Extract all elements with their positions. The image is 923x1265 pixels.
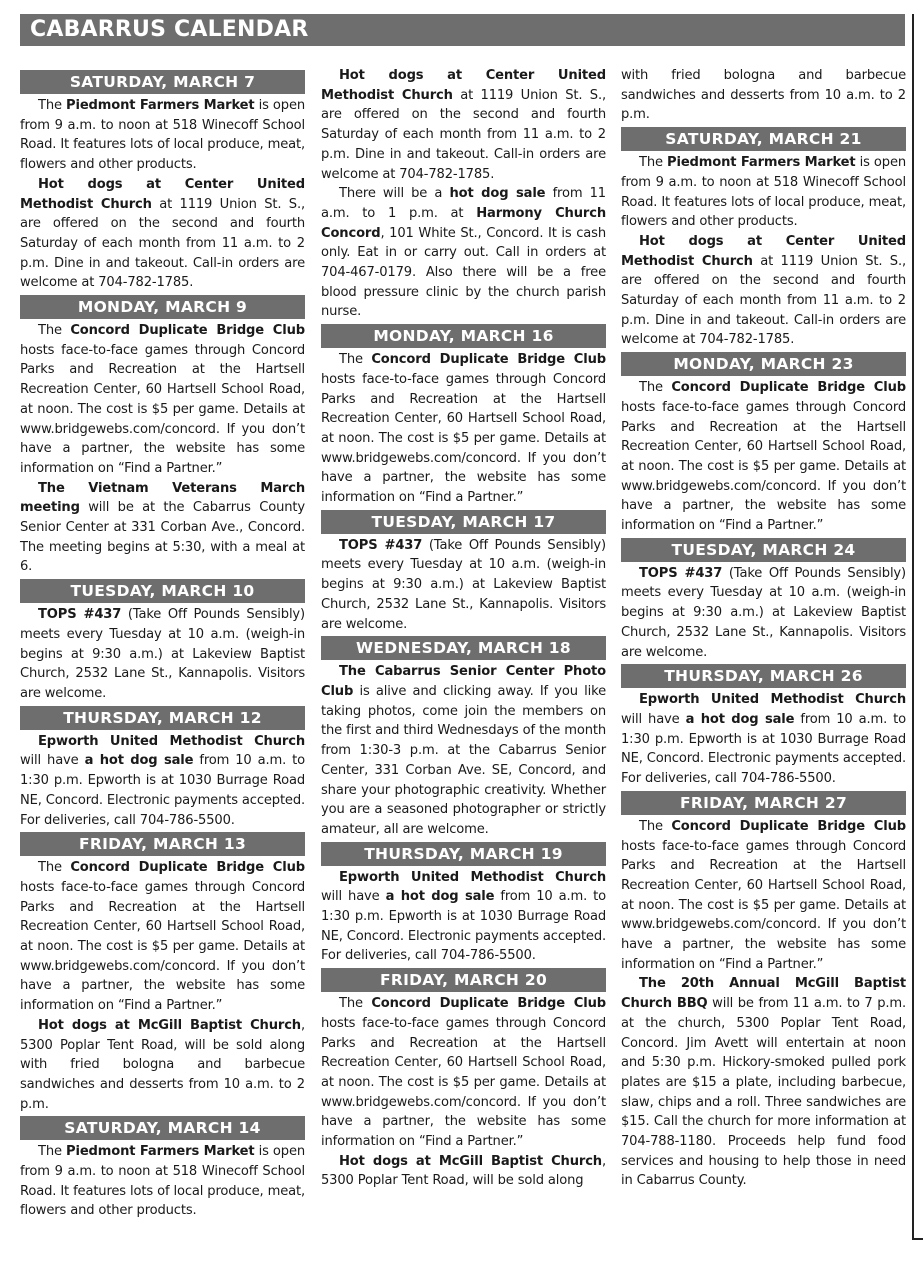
page-corner-rule [912,1238,923,1240]
date-heading: TUESDAY, MARCH 24 [621,538,906,562]
date-heading: TUESDAY, MARCH 17 [321,510,606,534]
event-name: The Vietnam Veterans March meeting [20,480,305,516]
event-listing [621,232,906,350]
event-name: Hot dogs at Center United Methodist Church [20,176,305,212]
event-name: Piedmont Farmers Market [66,1144,255,1160]
event-text: The [38,323,71,339]
event-name: a hot dog sale [385,889,495,905]
date-heading: MONDAY, MARCH 16 [321,324,606,348]
column-1 [20,68,305,1221]
event-name: Harmony Church Concord [321,205,606,241]
event-text: from 10 a.m. to 1:30 p.m. Epworth is at 1030 Burrage Road NE, Concord. Electronic payments accepted. For deliveries, call 704-786-5500. [20,753,306,828]
event-listing [621,690,906,789]
event-listing [321,662,606,839]
event-text: hosts face-to-face games through Concord Parks and Recreation at the Hartsell Recreation Center, 60 Hartsell School Road, at noon. The cost is $5 per game. Details at www.bridgewebs.com/concord. If you don’t have a partner, the website has some information on “Find a Partner.” [621,399,906,534]
event-text: , 101 White St., Concord. It is cash only. Eat in or carry out. Call in orders at 704-467-0179. Also there will be a free blood pressure clinic by the church parish nurse. [321,225,606,320]
event-name: Piedmont Farmers Market [66,98,255,113]
event-listing [321,184,606,322]
event-text: at 1119 Union St. S., are offered on the second and fourth Saturday of each month from 11 a.m. to 2 p.m. Dine in and takeout. Call-in orders are welcome at 704-782-1785. [20,196,305,291]
date-heading: SATURDAY, MARCH 7 [20,70,305,94]
event-text: is alive and clicking away. If you like taking photos, come join the members on the first and third Wednesdays of the month from 1:30-3 p.m. at the Cabarrus Senior Center, 331 Corban Ave. SE, Concord, and share your photographic creativity. Whether you are a seasoned photographer or strictly amateur, all are welcome. [321,683,606,837]
date-heading: FRIDAY, MARCH 20 [321,968,606,992]
date-heading: THURSDAY, MARCH 12 [20,706,305,730]
date-heading: SATURDAY, MARCH 21 [621,127,906,151]
event-name: Hot dogs at McGill Baptist Church [38,1017,301,1033]
event-name: Hot dogs at Center United Methodist Church [621,233,906,269]
event-name: TOPS #437 [339,537,423,553]
page-edge-rule [912,14,914,1239]
event-text: at 1119 Union St. S., are offered on the second and fourth Saturday of each month from 11 a.m. to 2 p.m. Dine in and takeout. Call-in orders are welcome at 704-782-1785. [621,253,906,348]
event-listing [20,96,305,175]
event-name: Epworth United Methodist Church [38,733,305,749]
date-heading: TUESDAY, MARCH 10 [20,579,305,603]
event-text: , 5300 Poplar Tent Road, will be sold along [321,1153,606,1189]
event-listing [321,66,606,184]
event-listing [621,974,906,1191]
event-text: at 1119 Union St. S., are offered on the second and fourth Saturday of each month from 11 a.m. to 2 p.m. Dine in and takeout. Call-in orders are welcome at 704-782-1785. [321,87,606,182]
event-listing [621,564,906,663]
event-listing [20,321,305,479]
event-text: will have [621,711,686,727]
event-text: is open from 9 a.m. to noon at 518 Winecoff School Road. It features lots of local produce, meat, flowers and other products. [621,155,906,230]
event-name: a hot dog sale [84,753,194,769]
event-text: The [38,1144,67,1160]
event-text: The [339,996,372,1012]
column-2 [321,66,606,1191]
date-heading: SATURDAY, MARCH 14 [20,1116,305,1140]
event-text: , 5300 Poplar Tent Road, will be sold along with fried bologna and barbecue sandwiches and desserts from 10 a.m. to 2 p.m. [20,1017,305,1112]
event-listing [20,858,305,1016]
event-name: Piedmont Farmers Market [667,155,856,171]
event-name: Epworth United Methodist Church [639,692,906,708]
event-name: The Cabarrus Senior Center Photo Club [321,664,606,699]
event-name: Epworth United Methodist Church [339,869,606,885]
event-name: The 20th Annual McGill Baptist Church BBQ [621,976,906,1012]
event-text: The [339,352,372,368]
event-listing [321,868,606,967]
event-text: hosts face-to-face games through Concord Parks and Recreation at the Hartsell Recreation Center, 60 Hartsell School Road, at noon. The cost is $5 per game. Details at www.bridgewebs.com/concord. If you don’t have a partner, the website has some information on “Find a Partner.” [321,371,606,506]
event-name: Concord Duplicate Bridge Club [70,860,305,876]
event-text: is open from 9 a.m. to noon at 518 Winecoff School Road. It features lots of local produce, meat, flowers and other products. [20,1144,305,1219]
event-name: Hot dogs at McGill Baptist Church [339,1153,602,1169]
date-heading: FRIDAY, MARCH 13 [20,832,305,856]
event-listing [621,66,906,125]
column-3 [621,66,906,1191]
event-listing [20,605,305,704]
event-listing [20,175,305,293]
event-text: The [38,98,67,113]
date-heading: THURSDAY, MARCH 26 [621,664,906,688]
event-name: Hot dogs at Center United Methodist Church [321,68,606,103]
event-listing [20,1016,305,1115]
event-listing [321,350,606,508]
event-text: hosts face-to-face games through Concord Parks and Recreation at the Hartsell Recreation Center, 60 Hartsell School Road, at noon. The cost is $5 per game. Details at www.bridgewebs.com/concord. If you don’t have a partner, the website has some information on “Find a Partner.” [20,879,305,1014]
event-text: The [639,155,668,171]
event-listing [20,1142,305,1221]
event-text: will be at the Cabarrus County Senior Center at 331 Corban Ave., Concord. The meeting begins at 5:30, with a meal at 6. [20,500,305,575]
date-heading: MONDAY, MARCH 23 [621,352,906,376]
event-text: will have [321,889,386,905]
event-listing [621,817,906,975]
event-text: (Take Off Pounds Sensibly) meets every Tuesday at 10 a.m. (weigh-in begins at 9:30 a.m.) at Lakeview Baptist Church, 2532 Lane St., Kannapolis. Visitors are welcome. [20,607,305,701]
event-text: (Take Off Pounds Sensibly) meets every Tuesday at 10 a.m. (weigh-in begins at 9:30 a.m.) at Lakeview Baptist Church, 2532 Lane St., Kannapolis. Visitors are welcome. [321,537,606,632]
event-listing [321,994,606,1152]
event-text: from 10 a.m. to 1:30 p.m. Epworth is at 1030 Burrage Road NE, Concord. Electronic payments accepted. For deliveries, call 704-786-5500. [321,889,607,964]
event-name: Concord Duplicate Bridge Club [671,818,906,834]
calendar-title: CABARRUS CALENDAR [30,17,309,42]
event-text: (Take Off Pounds Sensibly) meets every Tuesday at 10 a.m. (weigh-in begins at 9:30 a.m.) at Lakeview Baptist Church, 2532 Lane St., Kannapolis. Visitors are welcome. [621,565,906,660]
event-listing [20,479,305,578]
event-text: The [639,380,672,396]
event-text: hosts face-to-face games through Concord Parks and Recreation at the Hartsell Recreation Center, 60 Hartsell School Road, at noon. The cost is $5 per game. Details at www.bridgewebs.com/concord. If you don’t have a partner, the website has some information on “Find a Partner.” [621,838,906,972]
event-name: a hot dog sale [685,711,795,727]
event-name: Concord Duplicate Bridge Club [671,380,906,396]
event-name: Concord Duplicate Bridge Club [371,996,606,1012]
event-text: will have [20,753,85,769]
event-text: There will be a [339,186,450,202]
date-heading: WEDNESDAY, MARCH 18 [321,636,606,660]
event-text: from 11 a.m. to 1 p.m. at [321,186,606,221]
event-text: The [38,860,71,876]
event-listing [621,153,906,232]
event-text: with fried bologna and barbecue sandwiches and desserts from 10 a.m. to 2 p.m. [621,68,906,123]
event-text: hosts face-to-face games through Concord Parks and Recreation at the Hartsell Recreation Center, 60 Hartsell School Road, at noon. The cost is $5 per game. Details at www.bridgewebs.com/concord. If you don’t have a partner, the website has some information on “Find a Partner.” [321,1015,606,1150]
event-listing [321,536,606,635]
event-name: TOPS #437 [639,565,723,581]
event-name: hot dog sale [449,186,546,202]
event-text: will be from 11 a.m. to 7 p.m. at the church, 5300 Poplar Tent Road, Concord. Jim Avett will entertain at noon and 5:30 p.m. Hickory-smoked pulled pork plates are $15 a plate, including barbecue, slaw, chips and a roll. Three sandwiches are $15. Call the church for more information at 704-788-1180. Proceeds help fund food services and housing to help those in need in Cabarrus County. [621,996,906,1189]
event-name: TOPS #437 [38,607,122,623]
event-text: The [639,818,672,834]
event-listing [321,1152,606,1191]
date-heading: THURSDAY, MARCH 19 [321,842,606,866]
event-name: Concord Duplicate Bridge Club [70,323,305,339]
date-heading: FRIDAY, MARCH 27 [621,791,906,815]
event-text: from 10 a.m. to 1:30 p.m. Epworth is at 1030 Burrage Road NE, Concord. Electronic payments accepted. For deliveries, call 704-786-5500. [621,711,907,787]
event-name: Concord Duplicate Bridge Club [371,352,606,368]
date-heading: MONDAY, MARCH 9 [20,295,305,319]
event-listing [20,732,305,831]
event-text: hosts face-to-face games through Concord Parks and Recreation at the Hartsell Recreation Center, 60 Hartsell School Road, at noon. The cost is $5 per game. Details at www.bridgewebs.com/concord. If you don’t have a partner, the website has some information on “Find a Partner.” [20,342,305,476]
calendar-title-banner [20,14,905,46]
event-listing [621,378,906,536]
event-text: is open from 9 a.m. to noon at 518 Winecoff School Road. It features lots of local produce, meat, flowers and other products. [20,98,305,173]
